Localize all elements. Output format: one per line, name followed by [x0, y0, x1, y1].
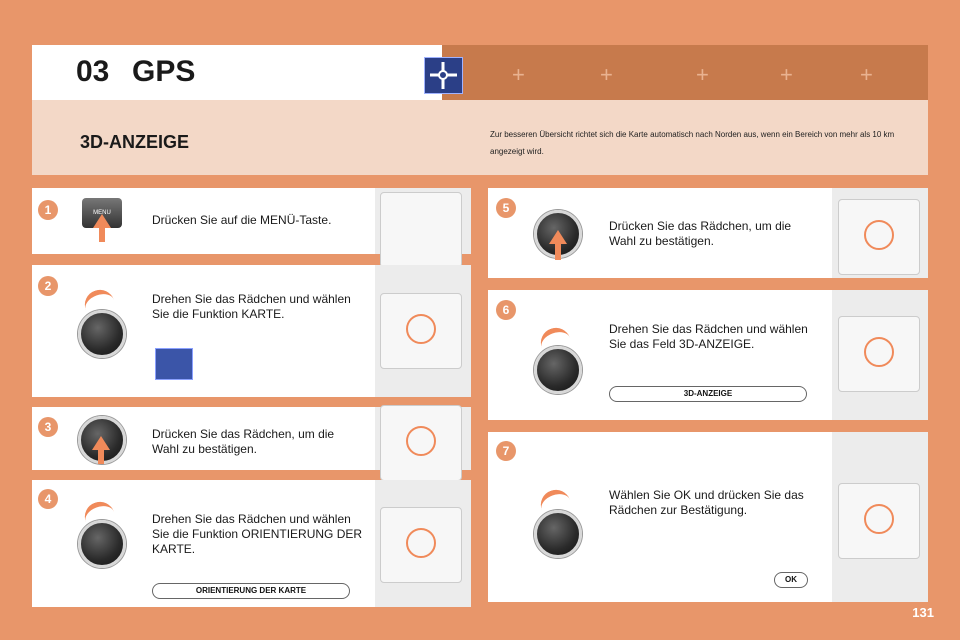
- step-text: Drehen Sie das Rädchen und wählen Sie die Funktion ORIENTIERUNG DER KARTE.: [152, 512, 363, 556]
- press-arrow-icon: [555, 242, 561, 260]
- dial-highlight: [864, 220, 894, 250]
- step-badge: 5: [496, 198, 516, 218]
- control-console-icon: [380, 192, 462, 268]
- plus-marker-icon: +: [512, 62, 525, 87]
- step-badge: 3: [38, 417, 58, 437]
- section-title: 3D-ANZEIGE: [80, 132, 190, 152]
- step-badge: 6: [496, 300, 516, 320]
- press-arrow-icon: [98, 448, 104, 464]
- dial-knob-icon: [78, 520, 126, 568]
- chapter-title: GPS: [132, 55, 196, 88]
- gps-crosshair-icon: [424, 57, 463, 94]
- dial-highlight: [406, 314, 436, 344]
- control-console-icon: [838, 483, 920, 559]
- step-badge: 1: [38, 200, 58, 220]
- step-text: Drücken Sie das Rädchen, um die Wahl zu bestätigen.: [152, 427, 335, 456]
- plus-marker-icon: +: [600, 62, 613, 87]
- option-label-pill: ORIENTIERUNG DER KARTE: [152, 583, 350, 599]
- dial-highlight: [406, 426, 436, 456]
- option-label-pill: 3D-ANZEIGE: [609, 386, 807, 402]
- map-thumbnail-icon: [155, 348, 193, 380]
- dial-highlight: [406, 528, 436, 558]
- control-console-icon: [838, 316, 920, 392]
- dial-knob-icon: [534, 510, 582, 558]
- control-console-icon: [380, 405, 462, 481]
- menu-button-icon: MENU: [82, 198, 122, 228]
- plus-marker-icon: +: [780, 62, 793, 87]
- control-console-icon: [380, 507, 462, 583]
- control-console-icon: [380, 293, 462, 369]
- press-arrow-icon: [92, 436, 110, 450]
- dial-knob-icon: [534, 346, 582, 394]
- step-text: Drücken Sie das Rädchen, um die Wahl zu bestätigen.: [609, 219, 792, 248]
- step-badge: 2: [38, 276, 58, 296]
- step-badge: 4: [38, 489, 58, 509]
- plus-marker-icon: +: [860, 62, 873, 87]
- press-arrow-icon: [93, 214, 111, 228]
- dial-highlight: [864, 337, 894, 367]
- step-text: Drehen Sie das Rädchen und wählen Sie das Feld 3D-ANZEIGE.: [609, 322, 808, 351]
- plus-marker-icon: +: [696, 62, 709, 87]
- ok-label-pill: OK: [774, 572, 808, 588]
- dial-knob-icon: [78, 310, 126, 358]
- press-arrow-icon: [549, 230, 567, 244]
- step-text: Drehen Sie das Rädchen und wählen Sie die Funktion KARTE.: [152, 292, 351, 321]
- control-console-icon: [838, 199, 920, 275]
- step-text: Wählen Sie OK und drücken Sie das Rädchen zur Bestätigung.: [609, 488, 804, 517]
- info-note: Zur besseren Übersicht richtet sich die Karte automatisch nach Norden aus, wenn ein Bereich von mehr als 10 km angezeigt wird.: [490, 130, 895, 156]
- step-text: Drücken Sie auf die MENÜ-Taste.: [152, 213, 332, 227]
- dial-highlight: [864, 504, 894, 534]
- step-badge: 7: [496, 441, 516, 461]
- press-arrow-icon: [99, 226, 105, 242]
- page-number: 131: [912, 605, 934, 620]
- chapter-number: 03: [76, 55, 110, 88]
